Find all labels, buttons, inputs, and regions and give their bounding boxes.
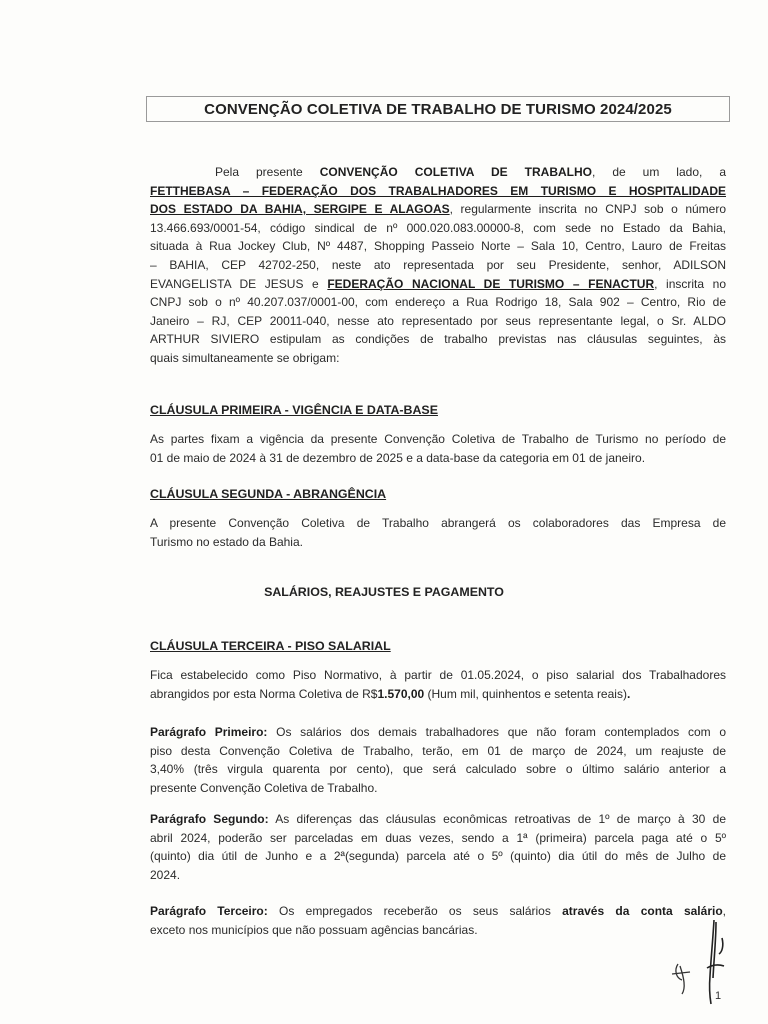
clause1-body [150, 430, 726, 467]
handwritten-signature [664, 918, 744, 1008]
par1-line: 3,40% (três virgula quarenta por cento), que será calculado sobre o último salário anterior a [150, 762, 726, 777]
intro-paragraph [150, 163, 726, 368]
intro-line: DOS ESTADO DA BAHIA, SERGIPE E ALAGOAS, regularmente inscrita no CNPJ sob o número [150, 202, 727, 217]
par1-line: Parágrafo Primeiro: Os salários dos demais trabalhadores que não foram contemplados com o [150, 725, 726, 739]
clause1-line: As partes fixam a vigência da presente Convenção Coletiva de Trabalho de Turismo no período de [150, 432, 726, 446]
intro-line: CNPJ sob o nº 40.207.037/0001-00, com endereço a Rua Rodrigo 18, Sala 902 – Centro, Rio de [150, 295, 726, 310]
intro-line: EVANGELISTA DE JESUS e FEDERAÇÃO NACIONAL DE TURISMO – FENACTUR, inscrita no [150, 276, 727, 291]
par3-line: exceto nos municípios que não possuam agências bancárias. [150, 922, 478, 937]
clause2-body [150, 514, 726, 551]
par1-line: piso desta Convenção Coletiva de Trabalho, terão, em 01 de março de 2024, um reajuste de [150, 743, 726, 758]
clause3-line: Fica estabelecido como Piso Normativo, à partir de 01.05.2024, o piso salarial dos Trabalhadores [150, 668, 726, 682]
par1-line: presente Convenção Coletiva de Trabalho. [150, 780, 378, 795]
par2-line: Parágrafo Segundo: As diferenças das cláusulas econômicas retroativas de 1º de março à 30 de [150, 812, 726, 826]
clause2-line: Turismo no estado da Bahia. [150, 534, 303, 549]
intro-line: quais simultaneamente se obrigam: [150, 350, 340, 365]
clause3-heading: CLÁUSULA TERCEIRA - PISO SALARIAL [150, 639, 391, 653]
signature-initial-left [672, 964, 690, 994]
document-title: CONVENÇÃO COLETIVA DE TRABALHO DE TURISMO 2024/2025 [204, 100, 672, 118]
intro-line: – BAHIA, CEP 42702-250, neste ato representada por seu Presidente, senhor, ADILSON [150, 257, 726, 272]
page-number: 1 [715, 990, 722, 1002]
document-title-box [146, 96, 730, 122]
par2-line: abril 2024, poderão ser parceladas em duas vezes, sendo a 1ª (primeira) parcela paga até o 5º [150, 830, 726, 845]
clause2-line: A presente Convenção Coletiva de Trabalho abrangerá os colaboradores das Empresa de [150, 516, 726, 530]
clause3-line: abrangidos por esta Norma Coletiva de R$1.570,00 (Hum mil, quinhentos e setenta reais). [150, 686, 631, 701]
par3-line: Parágrafo Terceiro: Os empregados receberão os seus salários através da conta salário, [150, 904, 726, 918]
par2-line: 2024. [150, 867, 181, 882]
clause1-line: 01 de maio de 2024 à 31 de dezembro de 2025 e a data-base da categoria em 01 de janeiro. [150, 450, 646, 465]
intro-line: Janeiro – RJ, CEP 20011-040, nesse ato representado por seus representante legal, o Sr. ALDO [150, 313, 726, 328]
paragraph-segundo [150, 810, 726, 884]
paragraph-primeiro [150, 723, 726, 797]
clause2-heading: CLÁUSULA SEGUNDA - ABRANGÊNCIA [150, 487, 387, 501]
paragraph-terceiro [150, 902, 726, 939]
section-title: SALÁRIOS, REAJUSTES E PAGAMENTO [264, 585, 504, 599]
par2-line: (quinto) dia útil de Junho e a 2ª(segunda) parcela até o 5º (quinto) dia útil do mês de Julho de [150, 849, 726, 864]
intro-line: situada à Rua Jockey Club, Nº 4487, Shopping Passeio Norte – Sala 10, Centro, Lauro de Freitas [150, 239, 726, 254]
intro-line: 13.466.693/0001-54, código sindical de nº 000.020.083.00000-8, com sede no Estado da Bahia, [150, 220, 726, 235]
intro-line: Pela presente CONVENÇÃO COLETIVA DE TRABALHO, de um lado, a [215, 165, 726, 179]
intro-line: ARTHUR SIVIERO estipulam as condições de trabalho previstas nas cláusulas seguintes, às [150, 332, 726, 347]
clause3-body [150, 666, 726, 703]
clause1-heading: CLÁUSULA PRIMEIRA - VIGÊNCIA E DATA-BASE [150, 403, 438, 417]
intro-line: FETTHEBASA – FEDERAÇÃO DOS TRABALHADORES EM TURISMO E HOSPITALIDADE [150, 183, 726, 198]
